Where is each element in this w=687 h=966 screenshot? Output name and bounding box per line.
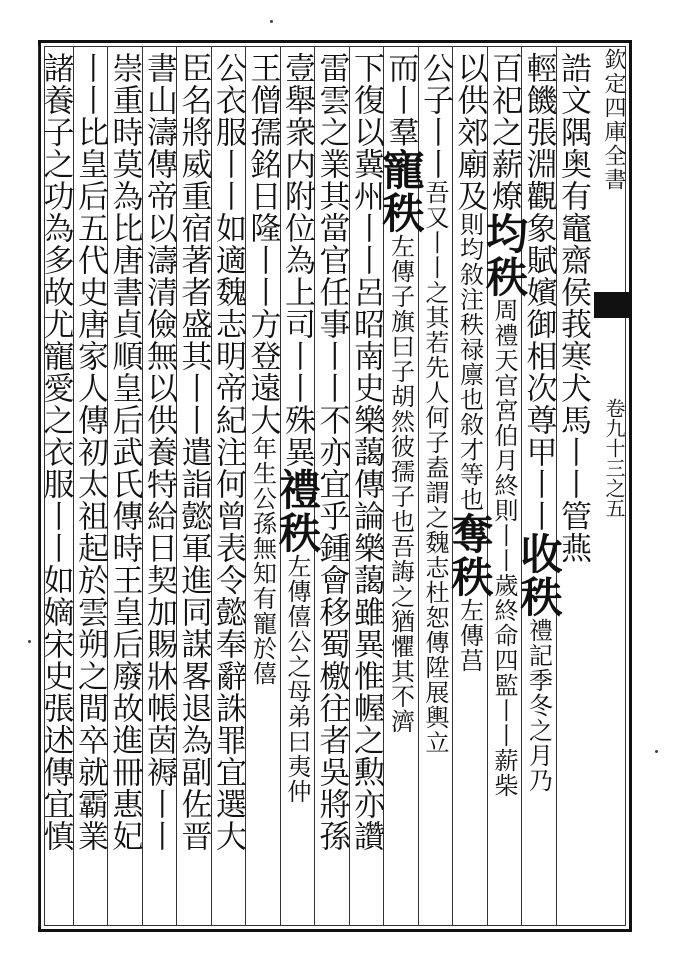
entry-heading: 收秩 bbox=[514, 532, 564, 618]
body-text: 公子丨丨 bbox=[417, 52, 453, 180]
text-column bbox=[107, 52, 142, 924]
paper-speck bbox=[28, 640, 31, 643]
entry-heading: 禮秩 bbox=[273, 468, 322, 554]
text-column bbox=[556, 52, 591, 924]
body-text: 諸養子之功為多故尤寵愛之衣服丨丨如嫡宋史張述傳宜慎 bbox=[37, 52, 74, 852]
body-text: 百祀之薪燎 bbox=[486, 52, 522, 212]
body-text: 王僧孺銘日隆丨丨方登遠大 bbox=[244, 52, 281, 436]
annotation-text: 則均敘注秩禄廪也敘才等也 bbox=[455, 212, 484, 512]
text-column bbox=[38, 52, 73, 924]
annotation-text: 年生公孫無知有寵於僖 bbox=[248, 436, 277, 686]
body-text: 雷雲之業其當官任事丨丨不亦宜乎鍾會移蜀檄往者吳將孫 bbox=[313, 52, 350, 852]
body-text: 誥文隅奥有竈齋侯莪寒犬馬丨丨管燕 bbox=[555, 52, 591, 564]
entry-heading: 奪秩 bbox=[445, 512, 495, 598]
paper-speck bbox=[270, 20, 273, 23]
text-column bbox=[142, 52, 177, 924]
text-column bbox=[349, 52, 384, 924]
entry-heading: 寵秩 bbox=[376, 148, 426, 234]
text-column bbox=[245, 52, 280, 924]
body-text: 下復以冀州丨丨呂昭南史樂藹傳論樂藹雖異惟幄之勲亦讚 bbox=[348, 52, 384, 852]
text-column bbox=[445, 52, 495, 924]
body-text: 臣名將威重宿著者盛其丨丨遣詣懿軍進同謀畧退為副佐晋 bbox=[175, 52, 212, 852]
text-column bbox=[376, 52, 426, 924]
body-text: 書山濤傳帝以濤清儉無以供養特給日契加賜牀帳茵褥丨丨 bbox=[141, 52, 177, 852]
annotation-text: 左傳子旗曰子胡然彼孺子也吾誨之猶懼其不濟 bbox=[386, 234, 415, 734]
annotation-text: 周禮天官宮伯月終則丨丨歲終 bbox=[490, 298, 518, 623]
body-text: 公衣服丨丨如適魏志明帝紀注何曾表令懿奉辭誅罪宜選大 bbox=[210, 52, 246, 852]
body-text: 以供郊廟及 bbox=[451, 52, 488, 212]
text-column bbox=[211, 52, 246, 924]
body-text: 而丨羣 bbox=[382, 52, 419, 148]
body-text: 崇重時莫為比唐書貞順皇后武氏傳時王皇后廢故進冊惠妃 bbox=[106, 52, 143, 852]
volume-label: 卷九十三之五 bbox=[602, 398, 626, 518]
text-column bbox=[273, 52, 322, 924]
text-column bbox=[176, 52, 211, 924]
fishtail-mark bbox=[594, 292, 632, 318]
text-column bbox=[480, 52, 529, 924]
body-text: 丨丨比皇后五代史唐家人傳初太祖起於雲朔之間卒就霸業 bbox=[72, 52, 108, 852]
text-column bbox=[514, 52, 564, 924]
entry-heading: 均秩 bbox=[480, 212, 529, 298]
paper-speck bbox=[655, 750, 658, 753]
annotation-text: 左傳莒 bbox=[455, 598, 484, 673]
annotation-text: 展輿立 bbox=[421, 680, 449, 755]
body-text: 壹舉衆内附位為上司丨丨殊異 bbox=[279, 52, 315, 468]
annotation-text: 命四監丨丨薪柴 bbox=[490, 623, 518, 798]
annotation-text: 左傳僖公之母弟曰夷仲 bbox=[283, 554, 311, 804]
annotation-text: 禮記季冬之月乃 bbox=[524, 618, 553, 793]
body-text: 輕饑張淵觀象賦嬪御相次尊甲丨丨 bbox=[520, 52, 557, 532]
text-column bbox=[73, 52, 108, 924]
annotation-text: 吾又丨丨之其若先人何子盍謂之魏志杜恕傳陞 bbox=[421, 180, 449, 680]
margin-title: 欽定四庫全書 bbox=[601, 48, 626, 192]
